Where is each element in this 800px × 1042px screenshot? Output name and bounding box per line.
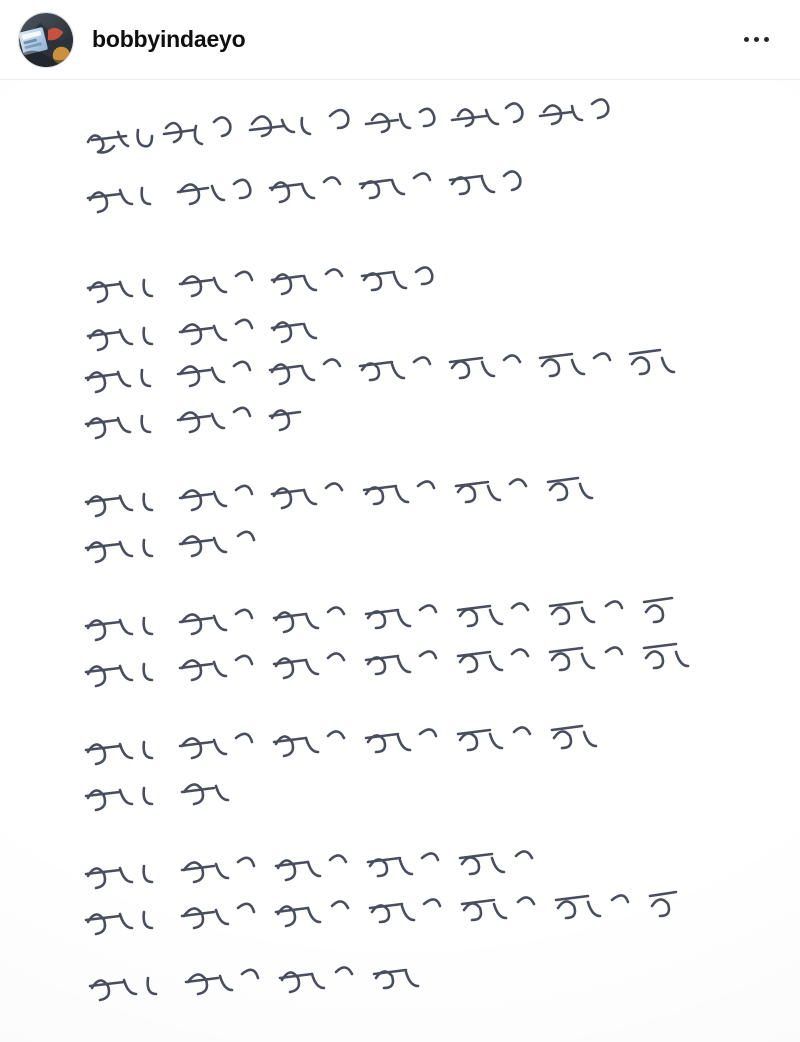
more-options-dots <box>744 37 769 42</box>
avatar[interactable] <box>18 12 74 68</box>
username-label[interactable]: bobbyindaeyo <box>92 26 246 52</box>
post-header <box>0 0 800 80</box>
user-avatar-photo <box>19 13 73 67</box>
more-options-icon[interactable] <box>734 18 778 62</box>
letter-ink-canvas <box>0 80 800 1042</box>
post-image-handwritten-letter[interactable] <box>0 80 800 1042</box>
